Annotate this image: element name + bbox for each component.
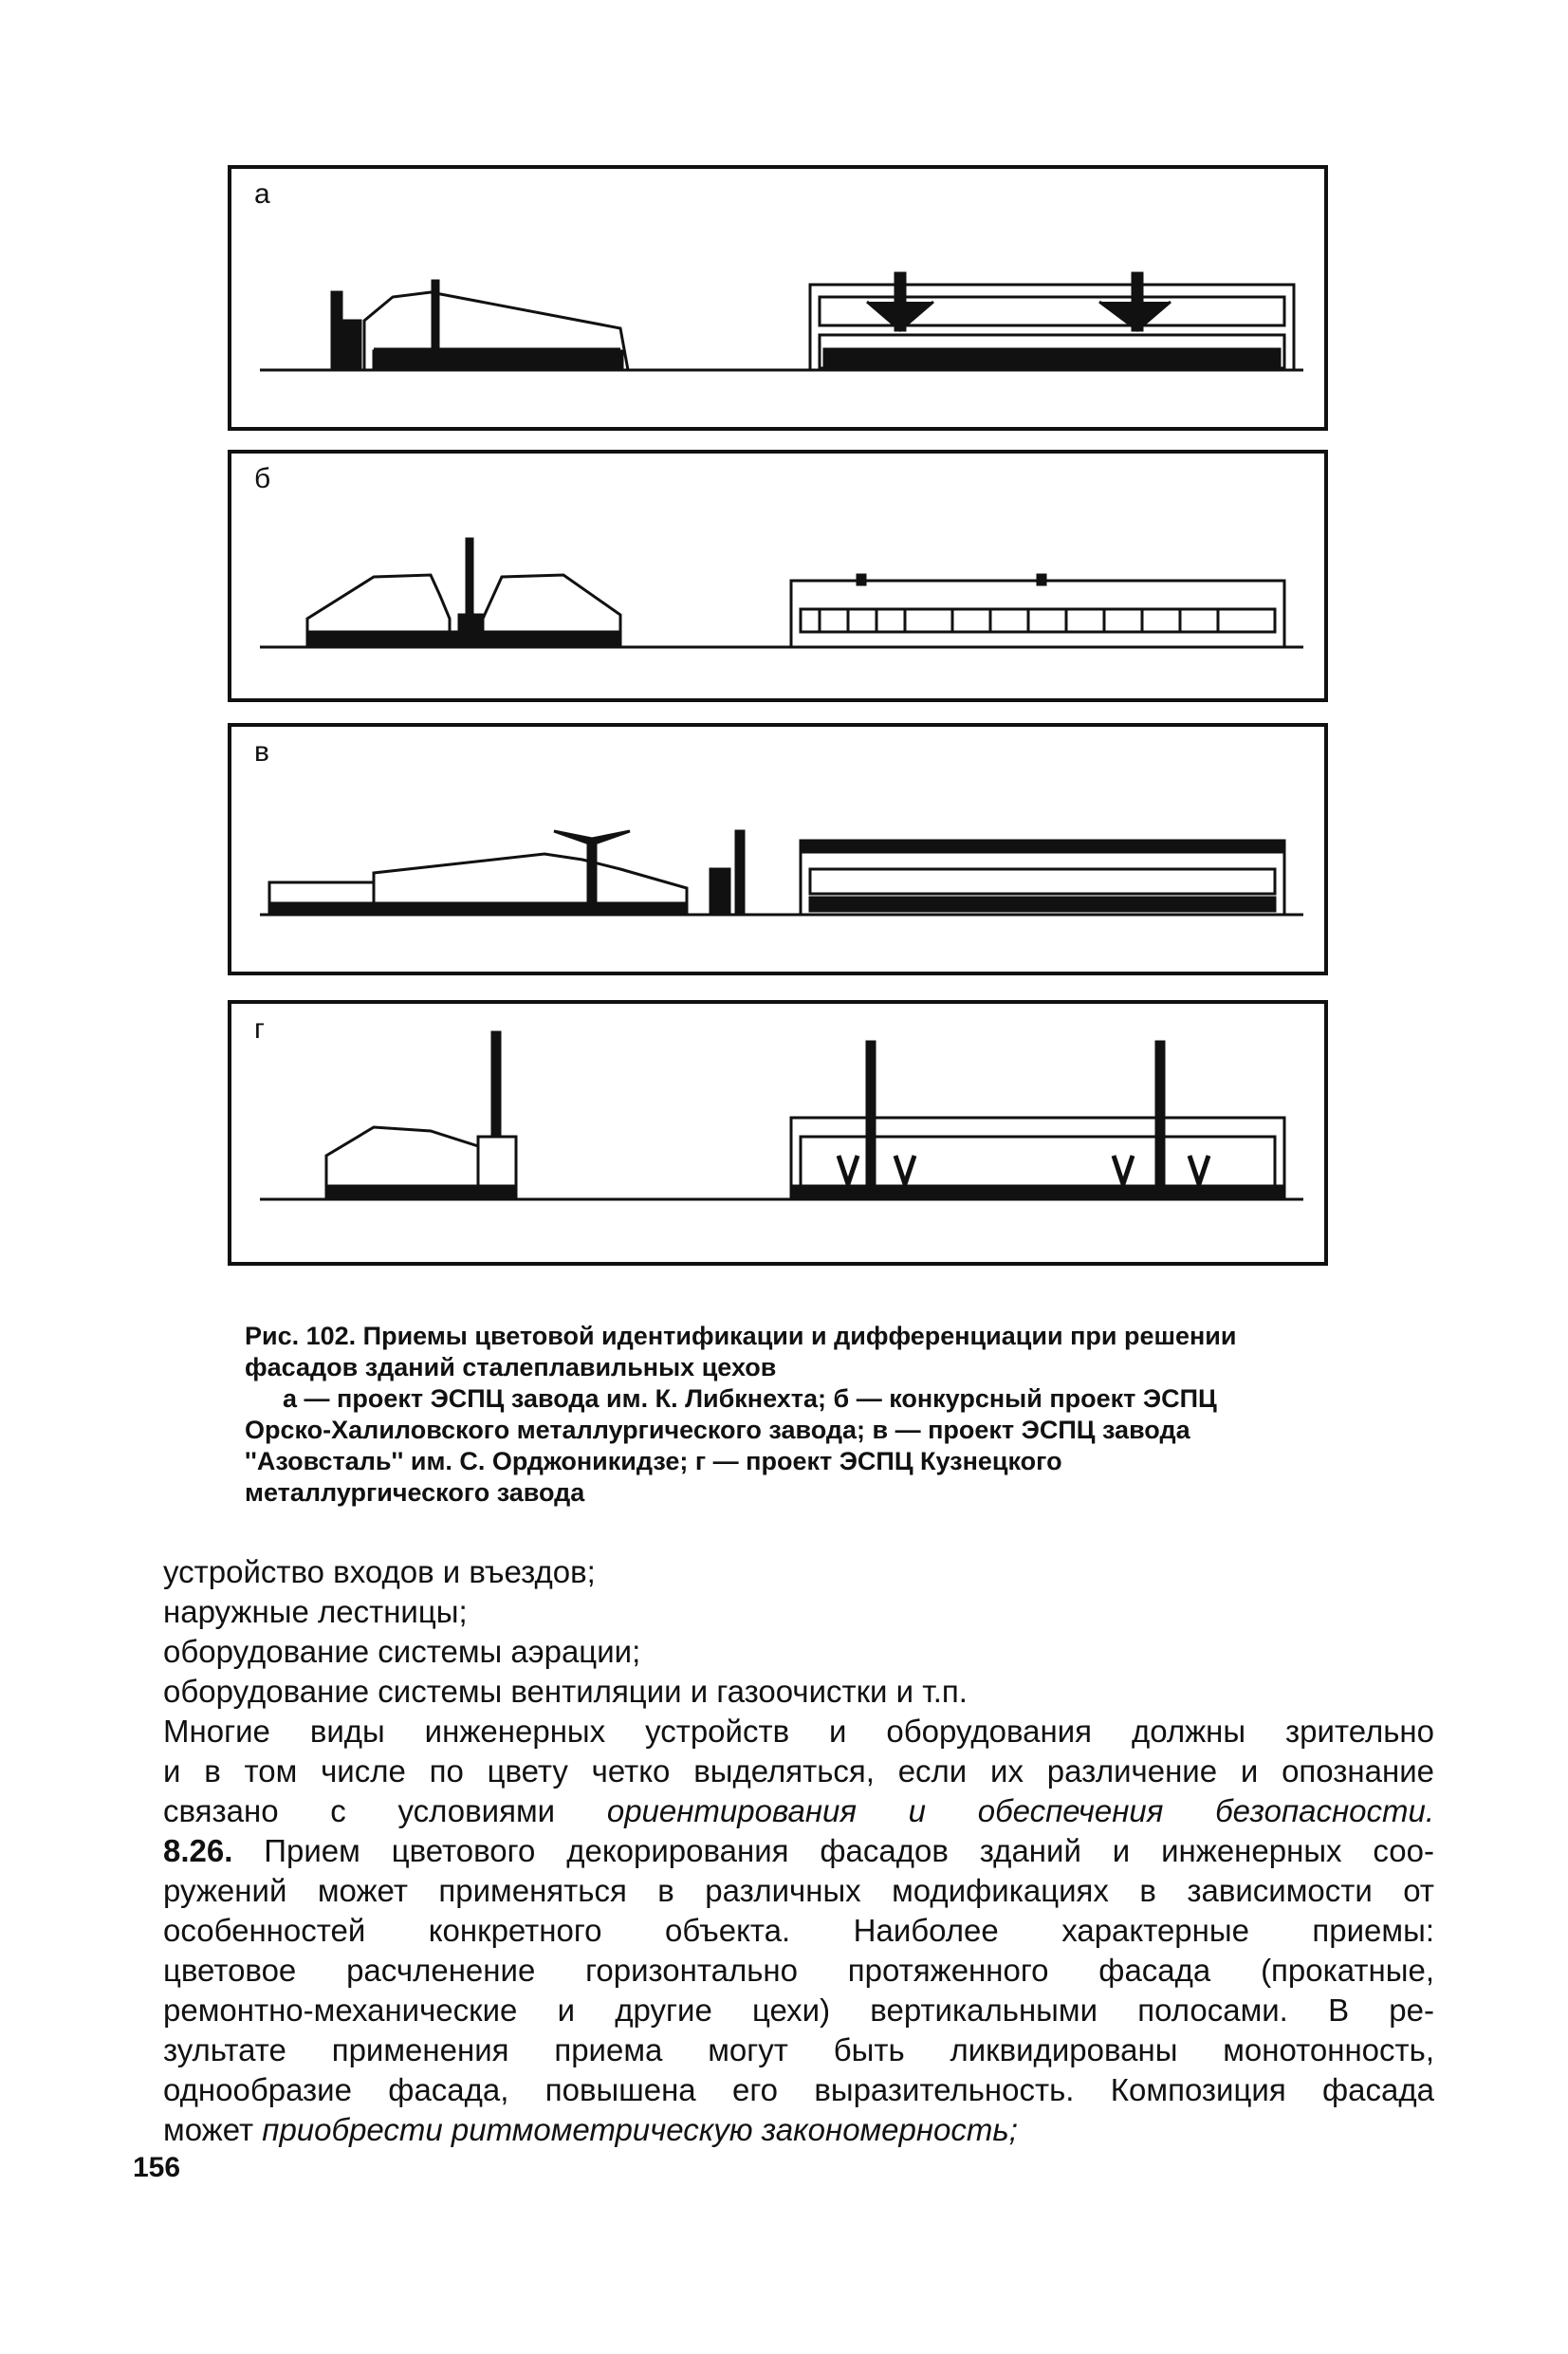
figure-panel-g (228, 1000, 1328, 1266)
facade-drawing-a (231, 169, 1324, 427)
facade-drawing-v (231, 727, 1324, 972)
panel-letter: в (254, 736, 269, 768)
paragraph-line (163, 1831, 1434, 1871)
paragraph-line: Многие виды инженерных устройств и оборудования должны зрительно (163, 1714, 1434, 1749)
paragraph-line (163, 2110, 1434, 2150)
paragraph-line: ружений может применяться в различных модификациях в зависимости от (163, 1873, 1434, 1908)
text-span: Прием цветового декорирования фасадов зданий и инженерных соо- (264, 1833, 1434, 1868)
facade-drawing-g (231, 1004, 1324, 1262)
paragraph-line: цветовое расчленение горизонтально протяженного фасада (прокатные, (163, 1953, 1434, 1988)
paragraph-line: зультате применения приема могут быть ликвидированы монотонность, (163, 2032, 1434, 2067)
figure-panel-a (228, 165, 1328, 431)
paragraph-line: и в том числе по цвету четко выделяться, если их различение и опознание (163, 1753, 1434, 1789)
caption-title: Рис. 102. Приемы цветовой идентификации и дифференциации при решении фасадов зданий сталеплавильных цехов (245, 1322, 1237, 1381)
text-span: связано с условиями (163, 1793, 556, 1828)
list-item: наружные лестницы; (163, 1594, 468, 1629)
paragraph-line: ремонтно-механические и другие цехи) вертикальными полосами. В ре- (163, 1993, 1434, 2028)
body-text (163, 1552, 1434, 2150)
section-number: 8.26. (163, 1833, 233, 1868)
facade-drawing-b (231, 454, 1324, 698)
panel-letter: а (254, 178, 270, 210)
figure-panel-b (228, 450, 1328, 702)
page-number: 156 (133, 2152, 181, 2183)
italic-span: ориентирования и обеспечения безопасности. (606, 1793, 1435, 1828)
list-item: устройство входов и въездов; (163, 1554, 596, 1589)
list-item: оборудование системы вентиляции и газоочистки и т.п. (163, 1674, 968, 1709)
italic-span: приобрести ритмометрическую закономерность; (262, 2112, 1018, 2147)
paragraph-line: особенностей конкретного объекта. Наиболее характерные приемы: (163, 1913, 1434, 1948)
panel-letter: б (254, 463, 271, 494)
figure-panel-v (228, 723, 1328, 975)
figure-caption (245, 1321, 1307, 1509)
text-span: может (163, 2112, 254, 2147)
paragraph-line (163, 1791, 1434, 1831)
panel-letter: г (254, 1013, 265, 1045)
paragraph-line: однообразие фасада, повышена его выразительность. Композиция фасада (163, 2072, 1434, 2107)
list-item: оборудование системы аэрации; (163, 1634, 641, 1669)
caption-body: а — проект ЭСПЦ завода им. К. Либкнехта; б — конкурсный проект ЭСПЦ Орско-Халиловского металлургического завода; в — проект ЭСПЦ завода ''Азовсталь'' им. С. Орджоникидзе; г — проект ЭСПЦ Кузнецкого металлургического завода (245, 1384, 1217, 1507)
